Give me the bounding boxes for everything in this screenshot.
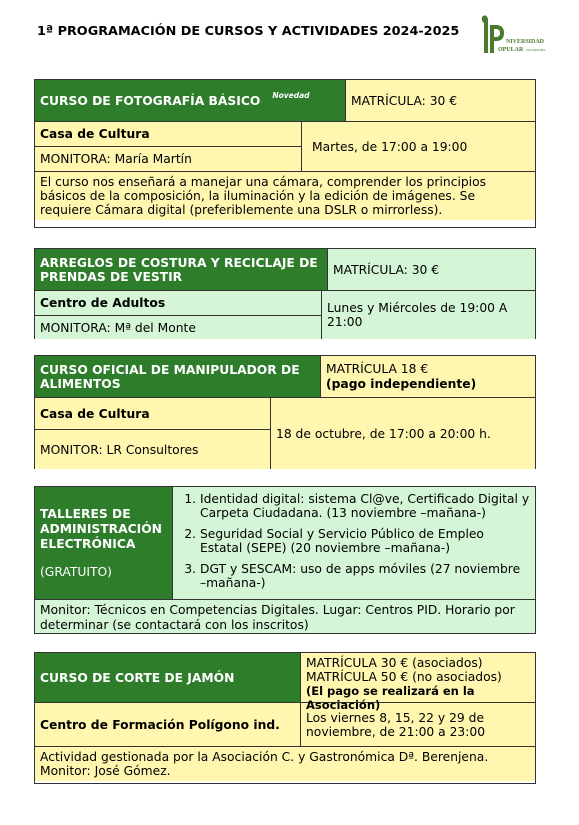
university-logo	[476, 13, 556, 59]
course-free-label: (GRATUITO)	[40, 565, 112, 579]
svg-text:OPULAR: OPULAR	[498, 47, 524, 53]
course-title: CURSO OFICIAL DE MANIPULADOR DE ALIMENTOS	[35, 356, 321, 397]
course-photography	[34, 79, 536, 228]
course-e-admin	[34, 486, 536, 634]
novedad-badge: Novedad	[272, 91, 310, 100]
fee-amount: MATRÍCULA 18 €	[326, 362, 429, 376]
course-schedule: 18 de octubre, de 17:00 a 20:00 h.	[276, 426, 491, 441]
course-schedule: Lunes y Miércoles de 19:00 A 21:00	[327, 301, 508, 329]
course-footer: Monitor: Técnicos en Competencias Digitales. Lugar: Centros PID. Horario por determinar (se contactará con los inscritos)	[40, 603, 515, 632]
course-food-handler	[34, 355, 536, 469]
course-sewing	[34, 248, 536, 339]
list-item: 1. Identidad digital: sistema Cl@ve, Certificado Digital y Carpeta Ciudadana. (13 noviembre –mañana-)	[200, 492, 530, 520]
fee-note: (pago independiente)	[326, 377, 477, 391]
list-item: 2. Seguridad Social y Servicio Público de Empleo Estatal (SEPE) (20 noviembre –mañana-)	[200, 527, 530, 555]
course-title-block	[35, 487, 173, 599]
course-monitor: MONITORA: María Martín	[40, 152, 192, 166]
course-fee: MATRÍCULA: 30 €	[328, 249, 535, 290]
course-schedule: Los viernes 8, 15, 22 y 29 de noviembre, de 21:00 a 23:00	[306, 710, 486, 739]
svg-text:NIVERSIDAD: NIVERSIDAD	[506, 39, 545, 45]
fee-non-associates: MATRÍCULA 50 € (no asociados)	[306, 670, 502, 684]
course-title: CURSO DE FOTOGRAFÍA BÁSICO Novedad	[35, 80, 346, 121]
course-place: Casa de Cultura	[35, 398, 270, 430]
svg-text:VILLARRUBIA: VILLARRUBIA	[526, 48, 546, 52]
fee-associates: MATRÍCULA 30 € (asociados)	[306, 656, 483, 670]
page-title: 1ª PROGRAMACIÓN DE CURSOS Y ACTIVIDADES 2024-2025	[37, 24, 460, 39]
course-title: CURSO DE CORTE DE JAMÓN	[35, 653, 301, 702]
course-place: Casa de Cultura	[35, 122, 301, 147]
fee-note: (El pago se realizará en la Asociación)	[306, 684, 475, 712]
course-place: Centro de Adultos	[35, 291, 321, 316]
course-place: Centro de Formación Polígono ind.	[35, 703, 301, 746]
course-ham-cutting	[34, 652, 536, 784]
course-monitor: MONITORA: Mª del Monte	[40, 320, 196, 335]
course-fee	[321, 356, 535, 397]
course-schedule: Martes, de 17:00 a 19:00	[312, 139, 468, 154]
workshop-list	[173, 487, 535, 599]
course-title: ARREGLOS DE COSTURA Y RECICLAJE DE PRENDAS DE VESTIR	[35, 249, 328, 290]
list-item: 3. DGT y SESCAM: uso de apps móviles (27 noviembre –mañana-)	[200, 562, 530, 590]
course-fee: MATRÍCULA: 30 €	[346, 80, 535, 121]
course-fee	[301, 653, 535, 712]
course-footer: Actividad gestionada por la Asociación C. y Gastronómica Dª. Berenjena. Monitor: José Gómez.	[40, 750, 489, 778]
course-title: TALLERES DE ADMINISTRACIÓN ELECTRÓNICA	[40, 507, 162, 551]
course-description: El curso nos enseñará a manejar una cámara, comprender los principios básicos de la composición, la iluminación y la edición de imágenes. Se requiere Cámara digital (preferiblemente una DSLR o mirrorless).	[40, 175, 487, 217]
course-monitor: MONITOR: LR Consultores	[40, 442, 199, 457]
